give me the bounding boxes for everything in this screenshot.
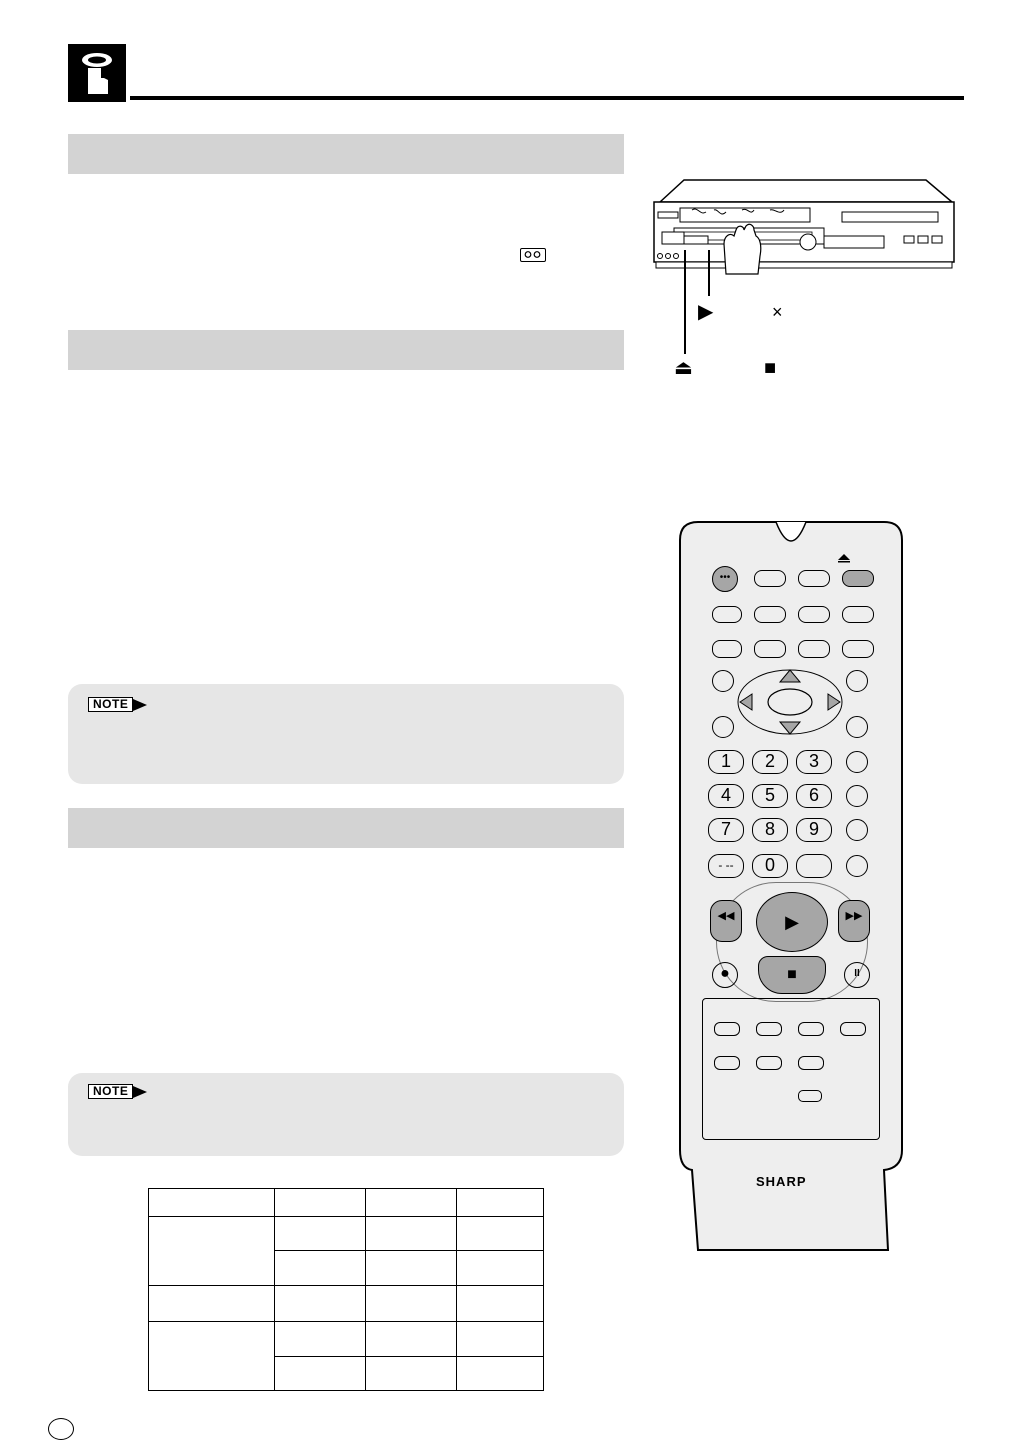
function-button[interactable] [714, 1022, 740, 1036]
table-row [149, 1217, 544, 1251]
note-arrow-icon [133, 698, 147, 712]
number-button-2[interactable]: 2 [752, 750, 788, 774]
table-row [149, 1286, 544, 1322]
eject-button[interactable] [842, 570, 874, 587]
round-button[interactable] [846, 785, 868, 807]
round-button[interactable] [846, 855, 868, 877]
section-heading-1 [68, 134, 624, 174]
round-button[interactable] [846, 751, 868, 773]
function-button[interactable] [842, 640, 874, 658]
dash-button[interactable]: - -- [708, 854, 744, 878]
table-row [149, 1189, 544, 1217]
header-rule [130, 96, 964, 100]
slide-switch[interactable] [798, 1090, 822, 1102]
round-button[interactable] [846, 716, 868, 738]
page-language-badge [48, 1418, 74, 1440]
table-cell [457, 1357, 544, 1391]
fast-forward-button[interactable]: ▶▶ [838, 900, 870, 942]
table-cell [275, 1286, 366, 1322]
eject-callout-line [684, 250, 686, 354]
pointing-hand-icon [68, 44, 126, 102]
function-button[interactable] [840, 1022, 866, 1036]
number-button-8[interactable]: 8 [752, 818, 788, 842]
play-symbol: ▶ [698, 301, 714, 323]
dots-button[interactable] [712, 566, 738, 592]
table-cell [275, 1251, 366, 1286]
note-box-1 [68, 684, 624, 784]
table-cell [275, 1189, 366, 1217]
note-arrow-icon [133, 1085, 147, 1099]
number-button-9[interactable]: 9 [796, 818, 832, 842]
function-button[interactable] [754, 606, 786, 623]
function-button[interactable] [714, 1056, 740, 1070]
vcr-unit-icon [644, 176, 956, 276]
pause-button[interactable]: II [844, 962, 870, 988]
number-button-0[interactable]: 0 [752, 854, 788, 878]
function-button[interactable] [756, 1056, 782, 1070]
direction-pad[interactable] [736, 668, 844, 736]
note-tag-2 [88, 1084, 147, 1099]
eject-symbol: ⏏ [674, 357, 693, 379]
table-cell [366, 1217, 457, 1251]
number-button-7[interactable]: 7 [708, 818, 744, 842]
function-button[interactable] [796, 854, 832, 878]
section-heading-2 [68, 330, 624, 370]
number-button-4[interactable]: 4 [708, 784, 744, 808]
round-button[interactable] [846, 670, 868, 692]
function-button[interactable] [842, 606, 874, 623]
number-button-3[interactable]: 3 [796, 750, 832, 774]
remote-control [678, 520, 904, 1254]
play-callout-line [708, 250, 710, 296]
table-cell [366, 1322, 457, 1357]
function-button[interactable] [754, 640, 786, 658]
table-cell [457, 1251, 544, 1286]
note-label-2: NOTE [88, 1084, 133, 1099]
return-button[interactable] [712, 716, 734, 738]
function-button[interactable] [798, 606, 830, 623]
section-heading-3 [68, 808, 624, 848]
number-button-6[interactable]: 6 [796, 784, 832, 808]
round-button[interactable] [846, 819, 868, 841]
vcr-illustration [644, 176, 956, 379]
note-box-2 [68, 1073, 624, 1156]
table-cell [275, 1322, 366, 1357]
table-cell [149, 1322, 275, 1391]
table-cell [149, 1286, 275, 1322]
table-cell [149, 1189, 275, 1217]
function-button[interactable] [754, 570, 786, 587]
table-cell [457, 1286, 544, 1322]
table-cell [366, 1286, 457, 1322]
rewind-button[interactable]: ◀◀ [710, 900, 742, 942]
note-label-1: NOTE [88, 697, 133, 712]
number-button-1[interactable]: 1 [708, 750, 744, 774]
table-row [149, 1322, 544, 1357]
table-cell [366, 1189, 457, 1217]
table-cell [457, 1322, 544, 1357]
function-button[interactable] [712, 640, 742, 658]
function-button[interactable] [798, 1022, 824, 1036]
brand-logo: SHARP [756, 1174, 807, 1189]
table-cell [149, 1217, 275, 1286]
number-button-5[interactable]: 5 [752, 784, 788, 808]
table-cell [275, 1357, 366, 1391]
stop-button[interactable]: ■ [758, 956, 826, 994]
table-cell [366, 1357, 457, 1391]
table-cell [366, 1251, 457, 1286]
table-cell [457, 1189, 544, 1217]
round-button[interactable] [712, 670, 734, 692]
spec-table [148, 1188, 544, 1391]
function-button[interactable] [798, 1056, 824, 1070]
table-cell [457, 1217, 544, 1251]
note-tag-1 [88, 697, 147, 712]
function-button[interactable] [798, 570, 830, 587]
table-cell [275, 1217, 366, 1251]
function-button[interactable] [712, 606, 742, 623]
play-button[interactable]: ▶ [756, 892, 828, 952]
times-symbol: × [772, 302, 783, 322]
stop-symbol: ■ [764, 357, 777, 379]
function-button[interactable] [798, 640, 830, 658]
cassette-icon [520, 248, 546, 262]
function-button[interactable] [756, 1022, 782, 1036]
dots-label: ••• [712, 566, 738, 592]
record-button[interactable]: ● [712, 962, 738, 988]
